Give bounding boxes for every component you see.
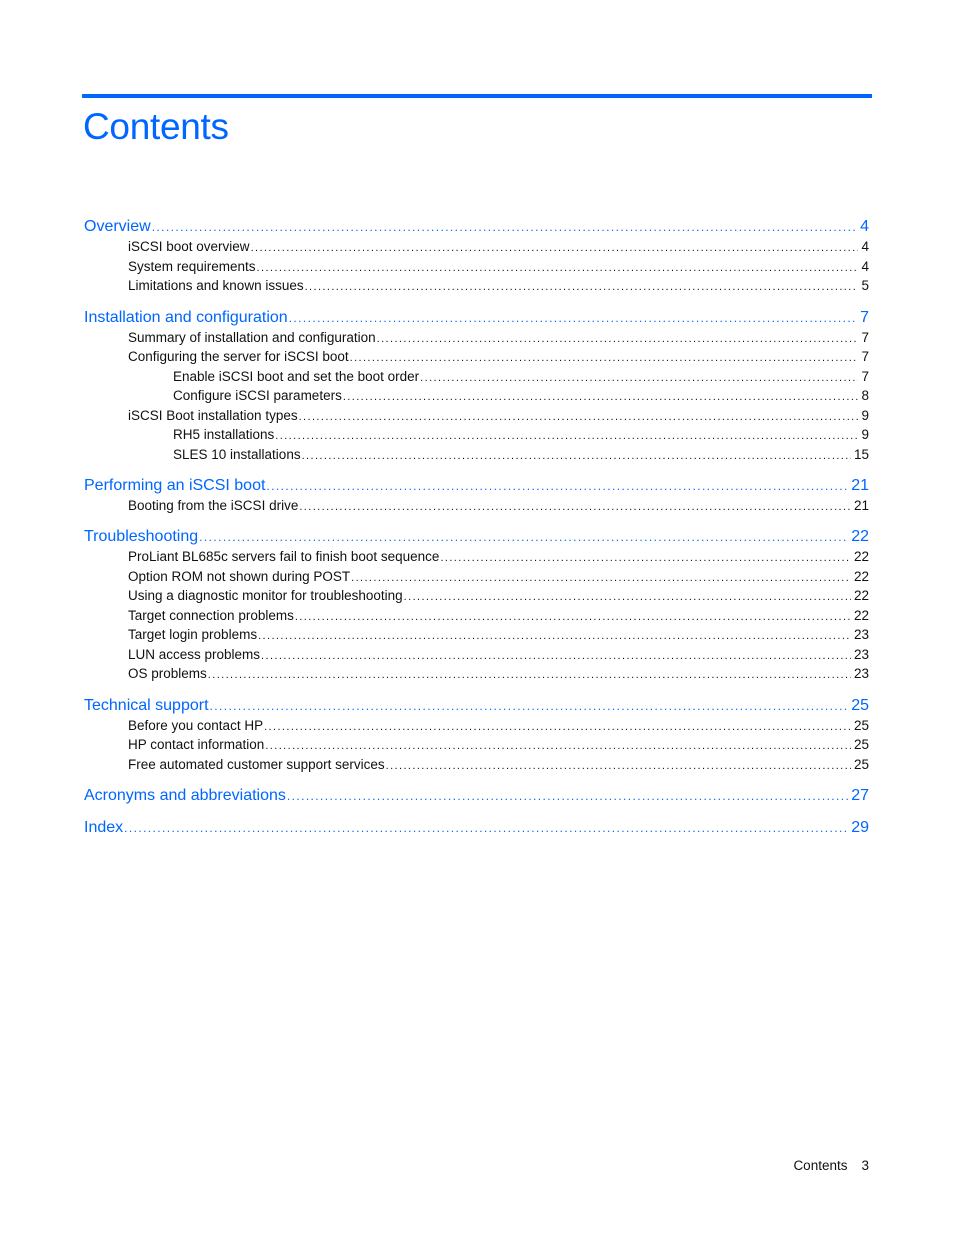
toc-entry-level-1[interactable] — [84, 817, 869, 839]
toc-entry-level-2[interactable] — [128, 406, 869, 425]
toc-entry-level-2[interactable] — [128, 716, 869, 735]
toc-dot-leader — [208, 666, 851, 683]
toc-entry-level-3[interactable] — [173, 425, 869, 444]
toc-entry-page-number: 7 — [861, 369, 869, 384]
toc-entry-label: System requirements — [128, 259, 256, 274]
page-footer — [793, 1158, 869, 1173]
toc-dot-leader — [210, 695, 849, 717]
toc-entry-level-2[interactable] — [128, 496, 869, 515]
toc-entry-label: RH5 installations — [173, 427, 275, 442]
toc-entry-page-number: 29 — [851, 819, 869, 836]
toc-dot-leader — [289, 307, 857, 329]
toc-entry-label: ProLiant BL685c servers fail to finish boot sequence — [128, 549, 440, 564]
toc-entry-label: Option ROM not shown during POST — [128, 569, 351, 584]
toc-entry-label: Troubleshooting — [84, 528, 199, 545]
toc-entry-level-2[interactable] — [128, 567, 869, 586]
toc-entry-level-2[interactable] — [128, 664, 869, 683]
toc-entry-page-number: 22 — [853, 608, 869, 623]
toc-entry-label: OS problems — [128, 666, 207, 681]
toc-entry-label: Target connection problems — [128, 608, 294, 623]
toc-dot-leader — [299, 408, 859, 425]
toc-entry-label: Free automated customer support services — [128, 757, 385, 772]
toc-entry-page-number: 21 — [851, 477, 869, 494]
toc-entry-level-3[interactable] — [173, 386, 869, 405]
toc-entry-label: Overview — [84, 218, 151, 235]
toc-entry-label: Summary of installation and configuration — [128, 330, 376, 345]
toc-entry-level-1[interactable] — [84, 785, 869, 807]
toc-dot-leader — [377, 330, 859, 347]
toc-entry-page-number: 22 — [853, 549, 869, 564]
toc-dot-leader — [299, 498, 851, 515]
toc-entry-label: SLES 10 installations — [173, 447, 301, 462]
toc-entry-level-2[interactable] — [128, 276, 869, 295]
toc-entry-level-1[interactable] — [84, 216, 869, 238]
toc-entry-level-2[interactable] — [128, 257, 869, 276]
toc-dot-leader — [343, 388, 859, 405]
toc-entry-label: Acronyms and abbreviations — [84, 787, 286, 804]
toc-entry-level-2[interactable] — [128, 625, 869, 644]
toc-entry-page-number: 5 — [861, 278, 869, 293]
toc-entry-level-1[interactable] — [84, 475, 869, 497]
toc-entry-level-2[interactable] — [128, 237, 869, 256]
toc-entry-page-number: 4 — [860, 218, 869, 235]
toc-dot-leader — [287, 785, 848, 807]
toc-dot-leader — [266, 475, 848, 497]
toc-entry-label: Installation and configuration — [84, 309, 288, 326]
toc-entry-level-2[interactable] — [128, 735, 869, 754]
toc-dot-leader — [386, 757, 851, 774]
toc-entry-page-number: 22 — [851, 528, 869, 545]
toc-dot-leader — [440, 549, 851, 566]
toc-entry-level-1[interactable] — [84, 695, 869, 717]
toc-entry-page-number: 25 — [851, 697, 869, 714]
toc-entry-label: Target login problems — [128, 627, 258, 642]
toc-dot-leader — [199, 526, 848, 548]
toc-entry-page-number: 4 — [861, 239, 869, 254]
toc-dot-leader — [257, 259, 859, 276]
toc-entry-page-number: 7 — [861, 330, 869, 345]
toc-dot-leader — [305, 278, 859, 295]
toc-entry-page-number: 25 — [853, 737, 869, 752]
toc-dot-leader — [275, 427, 858, 444]
toc-dot-leader — [261, 647, 851, 664]
toc-entry-label: LUN access problems — [128, 647, 261, 662]
toc-entry-label: Booting from the iSCSI drive — [128, 498, 299, 513]
toc-entry-level-2[interactable] — [128, 755, 869, 774]
toc-entry-label: Index — [84, 819, 124, 836]
toc-entry-label: Technical support — [84, 697, 209, 714]
toc-entry-label: Using a diagnostic monitor for troubleshooting — [128, 588, 403, 603]
toc-entry-label: Before you contact HP — [128, 718, 264, 733]
toc-dot-leader — [258, 627, 851, 644]
toc-entry-page-number: 23 — [853, 627, 869, 642]
toc-entry-page-number: 15 — [853, 447, 869, 462]
toc-entry-page-number: 25 — [853, 757, 869, 772]
footer-section-name: Contents — [793, 1158, 848, 1173]
toc-dot-leader — [152, 216, 857, 238]
toc-dot-leader — [351, 569, 851, 586]
toc-entry-label: HP contact information — [128, 737, 265, 752]
toc-entry-level-1[interactable] — [84, 307, 869, 329]
toc-entry-label: Limitations and known issues — [128, 278, 304, 293]
toc-dot-leader — [420, 369, 858, 386]
toc-dot-leader — [302, 447, 851, 464]
toc-dot-leader — [295, 608, 851, 625]
toc-entry-level-2[interactable] — [128, 328, 869, 347]
toc-entry-level-2[interactable] — [128, 586, 869, 605]
toc-entry-label: iSCSI Boot installation types — [128, 408, 298, 423]
toc-entry-page-number: 22 — [853, 569, 869, 584]
toc-entry-label: Configuring the server for iSCSI boot — [128, 349, 349, 364]
toc-entry-page-number: 21 — [853, 498, 869, 513]
toc-entry-label: Configure iSCSI parameters — [173, 388, 342, 403]
toc-entry-page-number: 8 — [861, 388, 869, 403]
toc-entry-level-3[interactable] — [173, 445, 869, 464]
toc-entry-level-1[interactable] — [84, 526, 869, 548]
toc-entry-level-2[interactable] — [128, 645, 869, 664]
toc-entry-page-number: 23 — [853, 666, 869, 681]
toc-entry-page-number: 7 — [860, 309, 869, 326]
toc-entry-page-number: 4 — [861, 259, 869, 274]
toc-dot-leader — [350, 349, 859, 366]
toc-entry-page-number: 25 — [853, 718, 869, 733]
toc-dot-leader — [264, 718, 851, 735]
footer-page-number: 3 — [861, 1158, 869, 1173]
toc-entry-level-2[interactable] — [128, 606, 869, 625]
toc-entry-page-number: 9 — [861, 408, 869, 423]
toc-dot-leader — [124, 817, 848, 839]
toc-entry-label: Performing an iSCSI boot — [84, 477, 266, 494]
toc-entry-page-number: 27 — [851, 787, 869, 804]
toc-entry-page-number: 7 — [861, 349, 869, 364]
toc-entry-level-2[interactable] — [128, 547, 869, 566]
toc-dot-leader — [404, 588, 851, 605]
toc-entry-label: iSCSI boot overview — [128, 239, 250, 254]
toc-entry-page-number: 9 — [861, 427, 869, 442]
toc-entry-level-2[interactable] — [128, 347, 869, 366]
title-rule — [82, 94, 872, 98]
toc-entry-level-3[interactable] — [173, 367, 869, 386]
page-title: Contents — [83, 106, 229, 147]
toc-dot-leader — [251, 239, 859, 256]
toc-entry-label: Enable iSCSI boot and set the boot order — [173, 369, 420, 384]
toc-entry-page-number: 23 — [853, 647, 869, 662]
toc-dot-leader — [265, 737, 851, 754]
toc-entry-page-number: 22 — [853, 588, 869, 603]
